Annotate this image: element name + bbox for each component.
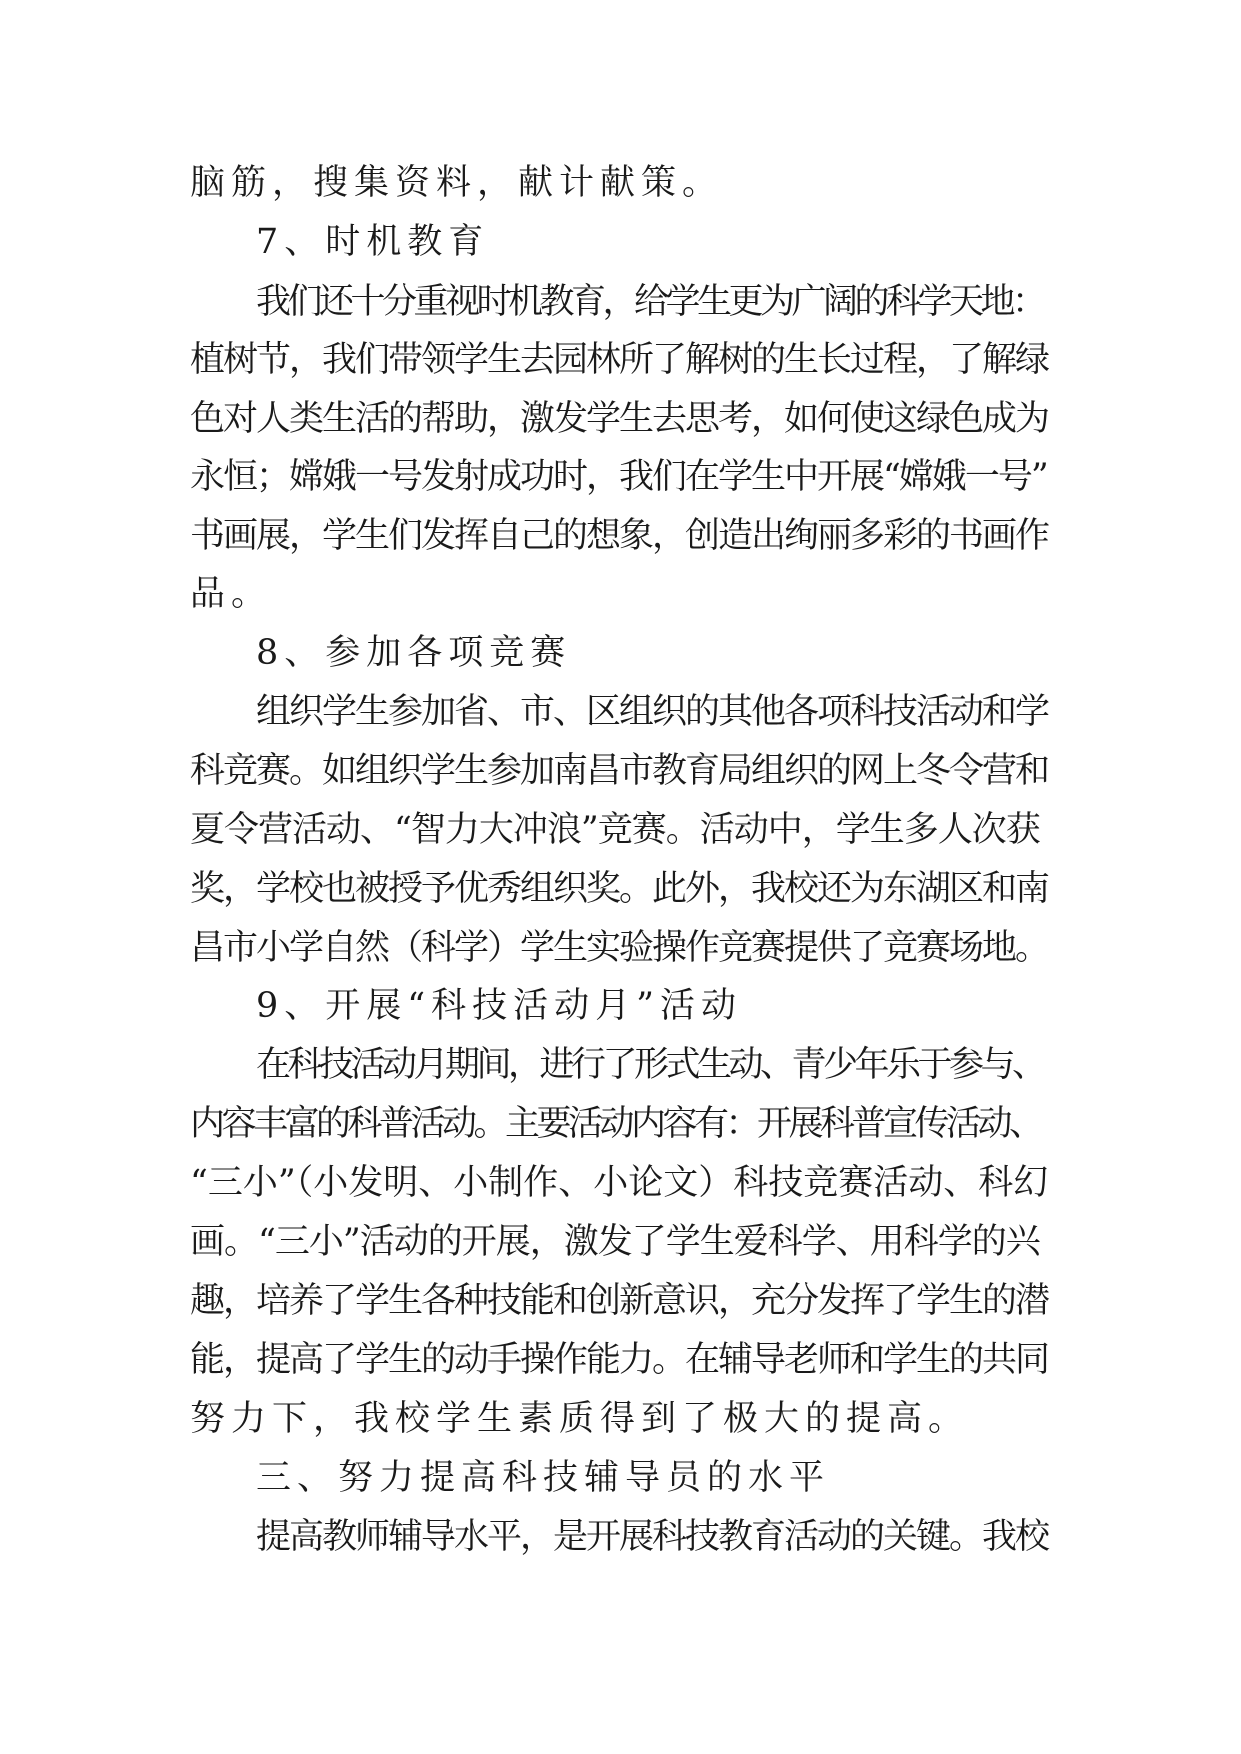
paragraph-line: 在科技活动月期间，进行了形式生动、青少年乐于参与、 (256, 1045, 1044, 1085)
paragraph-line: 奖，学校也被授予优秀组织奖。此外，我校还为东湖区和南 (190, 869, 1049, 909)
section-heading-8: 8、参加各项竞赛 (256, 633, 572, 673)
paragraph-line: 植树节，我们带领学生去园林所了解树的生长过程，了解绿 (190, 340, 1049, 380)
paragraph-line: 组织学生参加省、市、区组织的其他各项科技活动和学 (256, 692, 1049, 732)
paragraph-line: 我们还十分重视时机教育，给学生更为广阔的科学天地： (256, 282, 1044, 322)
paragraph-line: 书画展，学生们发挥自己的想象，创造出绚丽多彩的书画作 (190, 516, 1049, 556)
section-heading-3: 三、努力提高科技辅导员的水平 (256, 1458, 831, 1498)
paragraph-line: 科竞赛。如组织学生参加南昌市教育局组织的网上冬令营和 (190, 751, 1049, 791)
paragraph-line: 昌市小学自然（科学）学生实验操作竞赛提供了竞赛场地。 (190, 928, 1049, 968)
paragraph-line: 色对人类生活的帮助，激发学生去思考，如何使这绿色成为 (190, 399, 1049, 439)
paragraph-line: 努力下，我校学生素质得到了极大的提高。 (190, 1399, 970, 1439)
paragraph-line: 提高教师辅导水平，是开展科技教育活动的关键。我校 (256, 1517, 1049, 1557)
paragraph-line: 画。“三小”活动的开展，激发了学生爱科学、用科学的兴 (190, 1222, 1040, 1262)
paragraph-line: 能，提高了学生的动手操作能力。在辅导老师和学生的共同 (190, 1340, 1049, 1380)
section-heading-9: 9、开展“科技活动月”活动 (256, 986, 743, 1026)
paragraph-line: 品。 (190, 574, 273, 614)
paragraph-line: 夏令营活动、“智力大冲浪”竞赛。活动中，学生多人次获 (190, 810, 1040, 850)
paragraph-line: “三小”（小发明、小制作、小论文）科技竞赛活动、科幻 (190, 1163, 1049, 1203)
paragraph-line: 永恒；嫦娥一号发射成功时，我们在学生中开展“嫦娥一号” (190, 457, 1047, 497)
paragraph-line: 脑筋，搜集资料，献计献策。 (190, 163, 724, 203)
section-heading-7: 7、时机教育 (256, 222, 490, 262)
paragraph-line: 趣，培养了学生各种技能和创新意识，充分发挥了学生的潜 (190, 1281, 1049, 1321)
paragraph-line: 内容丰富的科普活动。主要活动内容有：开展科普宣传活动、 (190, 1104, 1041, 1144)
